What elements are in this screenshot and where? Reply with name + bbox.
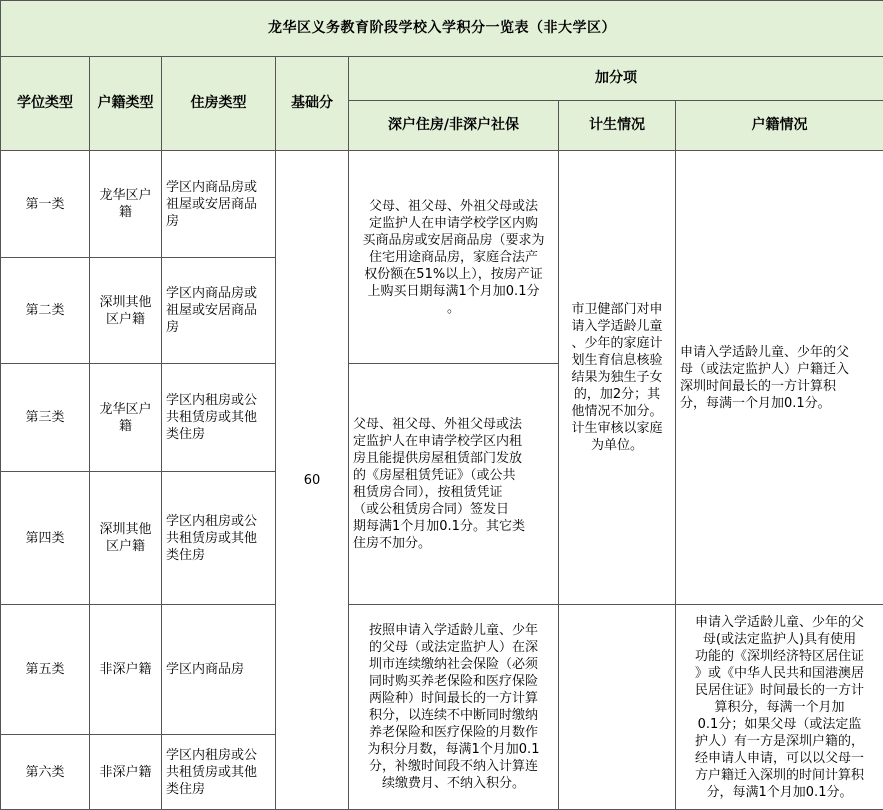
bonus-family-planning: 市卫健部门对申 请入学适龄儿童 、少年的家庭计 划生育信息核验 结果为独生子女 的，加2分；其 他情况不加分。 计生审核以家庭 为单位。 (559, 151, 676, 605)
row-housing: 学区内租房或公 共租赁房或其他 类住房 (162, 472, 276, 605)
row-category: 第四类 (1, 472, 90, 605)
row-housing: 学区内租房或公 共租赁房或其他 类住房 (162, 735, 276, 810)
row-housing: 学区内租房或公 共租赁房或其他 类住房 (162, 364, 276, 472)
header-bonus-housing: 深户住房/非深户社保 (349, 101, 559, 151)
bonus-housing-rented: 父母、祖父母、外祖父母或法 定监护人在申请学校学区内租 房且能提供房屋租赁部门发放 的《房屋租赁凭证》（或公共 租赁房合同），按租赁凭证 （或公租赁房合同）签发日 期每满1个月加0.1分。其它类 住房不加分。 (349, 364, 559, 605)
header-bonus-hukou: 户籍情况 (676, 101, 883, 151)
row-hukou: 深圳其他 区户籍 (90, 258, 162, 364)
row-hukou: 深圳其他 区户籍 (90, 472, 162, 605)
row-housing: 学区内商品房 (162, 605, 276, 735)
row-hukou: 龙华区户 籍 (90, 151, 162, 258)
bonus-family-planning-empty (559, 605, 676, 810)
header-bonus: 加分项 (349, 57, 883, 101)
header-base-score: 基础分 (276, 57, 349, 151)
row-category: 第五类 (1, 605, 90, 735)
bonus-hukou-shenzhen: 申请入学适龄儿童、少年的父 母（或法定监护人）户籍迁入 深圳时间最长的一方计算积 分，每满一个月加0.1分。 (676, 151, 883, 605)
row-hukou: 龙华区户 籍 (90, 364, 162, 472)
row-category: 第六类 (1, 735, 90, 810)
table-title: 龙华区义务教育阶段学校入学积分一览表（非大学区） (1, 1, 883, 57)
header-category: 学位类型 (1, 57, 90, 151)
row-category: 第二类 (1, 258, 90, 364)
bonus-social-security: 按照申请入学适龄儿童、少年 的父母（或法定监护人）在深 圳市连续缴纳社会保险（必须 同时购买养老保险和医疗保险 两险种）时间最长的一方计算 积分，以连续不中断同时缴纳 养老保险和医疗保险的月数作 为积分月数，每满1个月加0.1 分，补缴时间段不纳入计算连 续缴费月、不纳入积分。 (349, 605, 559, 810)
row-category: 第一类 (1, 151, 90, 258)
row-hukou: 非深户籍 (90, 605, 162, 735)
header-housing-type: 住房类型 (162, 57, 276, 151)
row-hukou: 非深户籍 (90, 735, 162, 810)
row-housing: 学区内商品房或 祖屋或安居商品 房 (162, 151, 276, 258)
row-category: 第三类 (1, 364, 90, 472)
bonus-housing-owned: 父母、祖父母、外祖父母或法 定监护人在申请学校学区内购 买商品房或安居商品房（要求为 住宅用途商品房，家庭合法产 权份额在51%以上），按房产证 上购买日期每满1个月加0.1分 。 (349, 151, 559, 364)
base-score-value: 60 (276, 151, 349, 810)
header-bonus-family-planning: 计生情况 (559, 101, 676, 151)
row-housing: 学区内商品房或 祖屋或安居商品 房 (162, 258, 276, 364)
bonus-hukou-non-shenzhen: 申请入学适龄儿童、少年的父 母(或法定监护人)具有使用 功能的《深圳经济特区居住证 》或《中华人民共和国港澳居 民居住证》时间最长的一方计 算积分，每满一个月加 0.1分；如果父母（或法定监 护人）有一方是深圳户籍的， 经申请人申请，可以以父母一 方户籍迁入深圳的时间计算积 分，每满1个月加0.1分。 (676, 605, 883, 810)
header-hukou-type: 户籍类型 (90, 57, 162, 151)
